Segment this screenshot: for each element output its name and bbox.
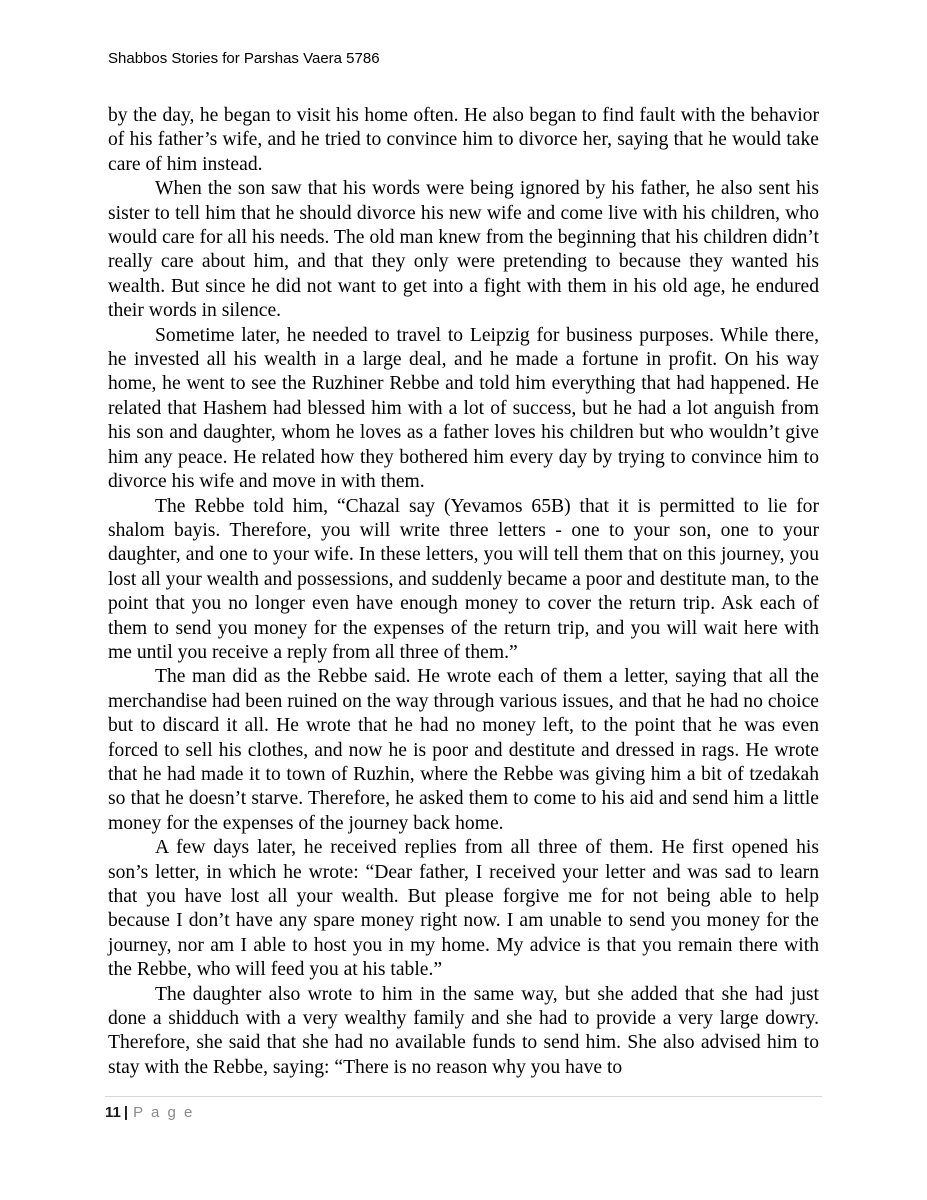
paragraph: by the day, he began to visit his home often. He also began to find fault with the behavior of his father’s wife, and he tried to convince him to divorce her, saying that he would take care of him instead. — [108, 105, 819, 175]
page-footer — [105, 1096, 822, 1121]
document-body — [108, 104, 819, 1080]
footer-separator: | — [123, 1104, 129, 1121]
page-header — [108, 50, 380, 67]
paragraph: Sometime later, he needed to travel to Leipzig for business purposes. While there, he invested all his wealth in a large deal, and he made a fortune in profit. On his way home, he went to see the Ruzhiner Rebbe and told him everything that had happened. He related that Hashem had blessed him with a lot of success, but he had a lot anguish from his son and daughter, whom he loves as a father loves his children but who wouldn’t give him any peace. He related how they bothered him every day by trying to convince him to divorce his wife and move in with them. — [108, 324, 819, 493]
paragraph: The daughter also wrote to him in the same way, but she added that she had just done a shidduch with a very wealthy family and she had to provide a very large dowry. Therefore, she said that she had no available funds to send him. She also advised him to stay with the Rebbe, saying: “There is no reason why you have to — [108, 983, 819, 1078]
paragraph: When the son saw that his words were being ignored by his father, he also sent his sister to tell him that he should divorce his new wife and come live with his children, who would care for all his needs. The old man knew from the beginning that his children didn’t really care about him, and that they only were pretending to because they wanted his wealth. But since he did not want to get into a fight with them in his old age, he endured their words in silence. — [108, 178, 819, 322]
page-number: 11 — [105, 1104, 121, 1121]
paragraph: The Rebbe told him, “Chazal say (Yevamos 65B) that it is permitted to lie for shalom bayis. Therefore, you will write three letters - one to your son, one to your daughter, and one to your wife. In these letters, you will tell them that on this journey, you lost all your wealth and possessions, and suddenly became a poor and destitute man, to the point that you no longer even have enough money to cover the return trip. Ask each of them to send you money for the expenses of the return trip, and you will wait here with me until you receive a reply from all three of them.” — [108, 495, 819, 663]
footer-text — [105, 1104, 822, 1121]
header-title: Shabbos Stories for Parshas Vaera 5786 — [108, 50, 380, 67]
page-label: P a g e — [133, 1104, 195, 1121]
paragraph: A few days later, he received replies from all three of them. He first opened his son’s letter, in which he wrote: “Dear father, I received your letter and was sad to learn that you have lost all your wealth. But please forgive me for not being able to help because I don’t have any spare money right now. I am unable to send you money for the journey, nor am I able to host you in my home. My advice is that you remain there with the Rebbe, who will feed you at his table.” — [108, 837, 819, 981]
paragraph: The man did as the Rebbe said. He wrote each of them a letter, saying that all the merchandise had been ruined on the way through various issues, and that he had no choice but to discard it all. He wrote that he had no money left, to the point that he was even forced to sell his clothes, and now he is poor and destitute and dressed in rags. He wrote that he had made it to town of Ruzhin, where the Rebbe was giving him a bit of tzedakah so that he doesn’t starve. Therefore, he asked them to come to his aid and send him a little money for the expenses of the journey back home. — [108, 666, 819, 834]
footer-divider — [105, 1096, 822, 1097]
